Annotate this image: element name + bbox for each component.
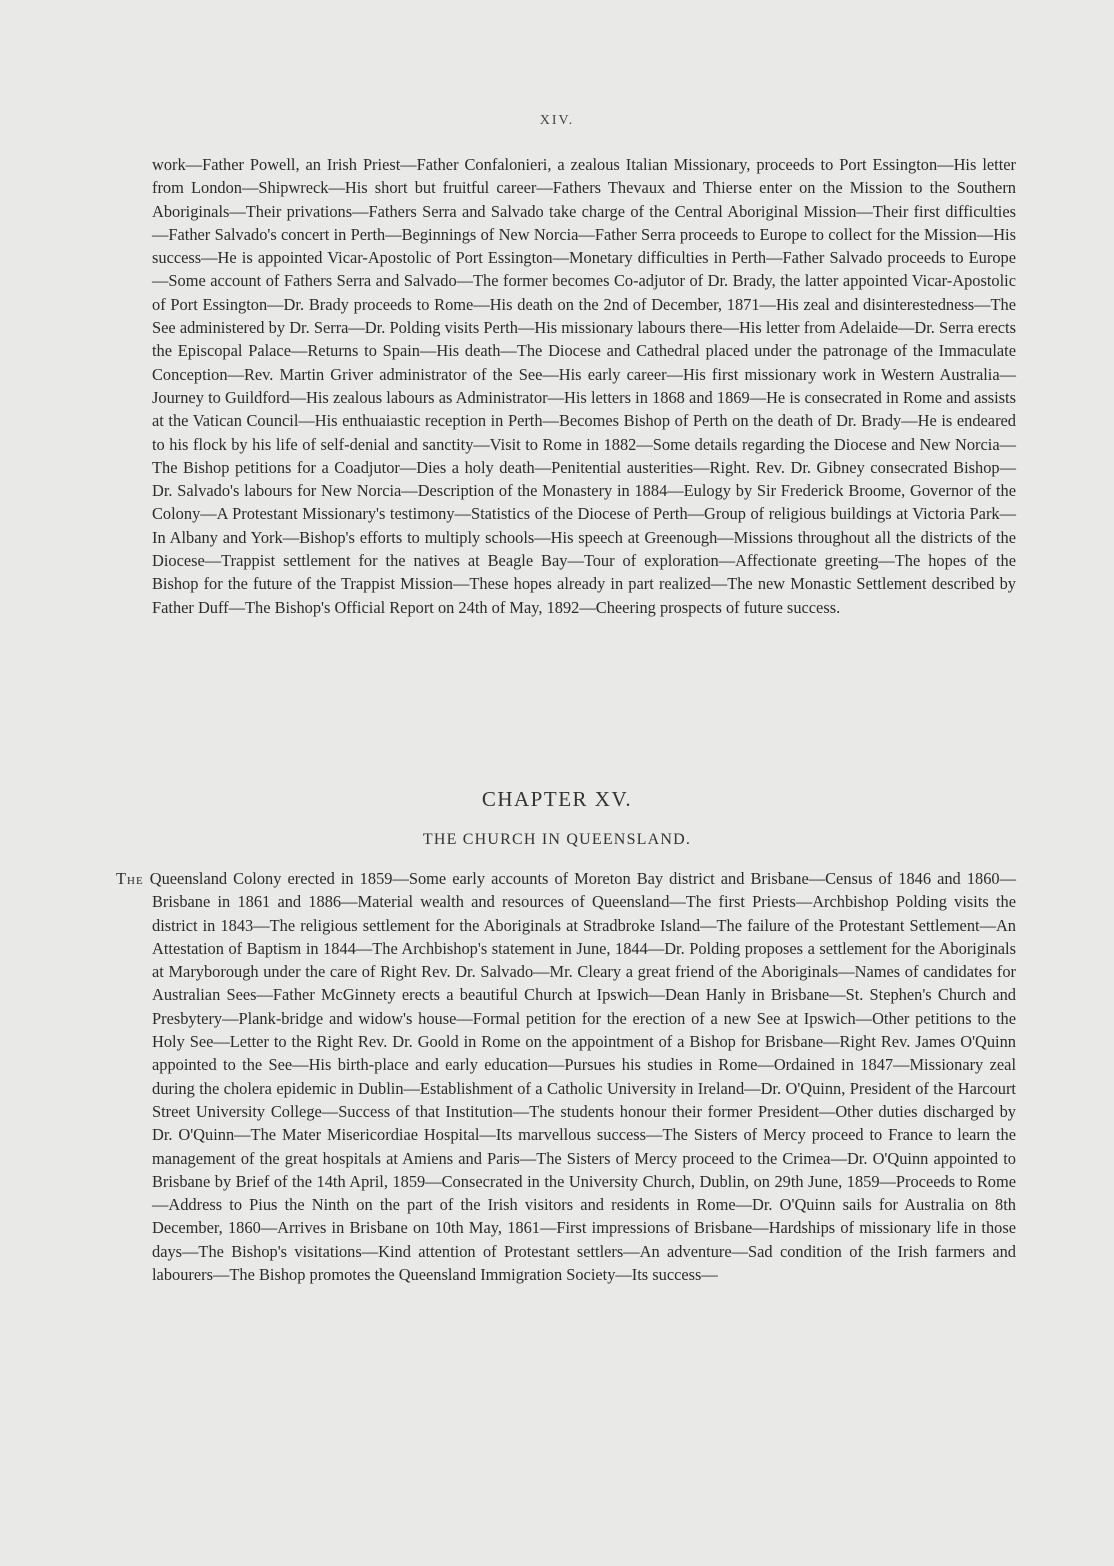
chapter-summary-lead-word: The bbox=[116, 869, 144, 888]
chapter-subtitle: THE CHURCH IN QUEENSLAND. bbox=[422, 831, 692, 848]
page-number: XIV. bbox=[539, 113, 575, 128]
previous-chapter-summary: work—Father Powell, an Irish Priest—Father Confalonieri, a zealous Italian Missionary, proceeds to Port Essington—His letter from London—Shipwreck—His short but fruitful career—Fathers Thevaux and Thierse enter on the Mission to the Southern Aboriginals—Their privations—Fathers Serra and Salvado take charge of the Central Aboriginal Mission—Their first difficulties—Father Salvado's concert in Perth—Beginnings of New Norcia—Father Serra proceeds to Europe to collect for the Mission—His success—He is appointed Vicar-Apostolic of Port Essington—Monetary difficulties in Perth—Father Salvado proceeds to Europe—Some account of Fathers Serra and Salvado—The former becomes Co-adjutor of Dr. Brady, the latter appointed Vicar-Apostolic of Port Essington—Dr. Brady proceeds to Rome—His death on the 2nd of December, 1871—His zeal and disinterestedness—The See administered by Dr. Serra—Dr. Polding visits Perth—His missionary labours there—His letter from Adelaide—Dr. Serra erects the Episcopal Palace—Returns to Spain—His death—The Diocese and Cathedral placed under the patronage of the Immaculate Conception—Rev. Martin Griver administrator of the See—His early career—His first missionary work in Western Australia—Journey to Guildford—His zealous labours as Administrator—His letters in 1868 and 1869—He is consecrated in Rome and assists at the Vatican Council—His enthuaiastic reception in Perth—Becomes Bishop of Perth on the death of Dr. Brady—He is endeared to his flock by his life of self-denial and sanctity—Visit to Rome in 1882—Some details regarding the Diocese and New Norcia—The Bishop petitions for a Coadjutor—Dies a holy death—Penitential austerities—Right. Rev. Dr. Gibney consecrated Bishop—Dr. Salvado's labours for New Norcia—Description of the Monastery in 1884—Eulogy by Sir Frederick Broome, Governor of the Colony—A Protestant Missionary's testimony—Statistics of the Diocese of Perth—Group of religious buildings at Victoria Park—In Albany and York—Bishop's efforts to multiply schools—His speech at Greenough—Missions throughout all the districts of the Diocese—Trappist settlement for the natives at Beagle Bay—Tour of exploration—Affectionate greeting—The hopes of the Bishop for the future of the Trappist Mission—These hopes already in part realized—The new Monastic Settlement described by Father Duff—The Bishop's Official Report on 24th of May, 1892—Cheering prospects of future success. bbox=[152, 155, 1016, 617]
chapter-summary-text: Queensland Colony erected in 1859—Some early accounts of Moreton Bay district and Brisbane—Census of 1846 and 1860—Brisbane in 1861 and 1886—Material wealth and resources of Queensland—The first Priests—Archbishop Polding visits the district in 1843—The religious settlement for the Aboriginals at Stradbroke Island—The failure of the Protestant Settlement—An Attestation of Baptism in 1844—The Archbishop's statement in June, 1844—Dr. Polding proposes a settlement for the Aboriginals at Maryborough under the care of Right Rev. Dr. Salvado—Mr. Cleary a great friend of the Aboriginals—Names of candidates for Australian Sees—Father McGinnety erects a beautiful Church at Ipswich—Dean Hanly in Brisbane—St. Stephen's Church and Presbytery—Plank-bridge and widow's house—Formal petition for the erection of a new See at Ipswich—Other petitions to the Holy See—Letter to the Right Rev. Dr. Goold in Rome on the appointment of a Bishop for Brisbane—Right Rev. James O'Quinn appointed to the See—His birth-place and early education—Pursues his studies in Rome—Ordained in 1847—Missionary zeal during the cholera epidemic in Dublin—Establishment of a Catholic University in Ireland—Dr. O'Quinn, President of the Harcourt Street University College—Success of that Institution—The students honour their former President—Other duties discharged by Dr. O'Quinn—The Mater Misericordiae Hospital—Its marvellous success—The Sisters of Mercy proceed to France to learn the management of the great hospitals at Amiens and Paris—The Sisters of Mercy proceed to the Crimea—Dr. O'Quinn appointed to Brisbane by Brief of the 14th April, 1859—Consecrated in the University Church, Dublin, on 29th June, 1859—Proceeds to Rome—Address to Pius the Ninth on the part of the Irish visitors and residents in Rome—Dr. O'Quinn sails for Australia on 8th December, 1860—Arrives in Brisbane on 10th May, 1861—First impressions of Brisbane—Hardships of missionary life in those days—The Bishop's visitations—Kind attention of Protestant settlers—An adventure—Sad condition of the Irish farmers and labourers—The Bishop promotes the Queensland Immigration Society—Its success— bbox=[143, 869, 1016, 1285]
chapter-heading: CHAPTER XV. bbox=[481, 787, 633, 811]
chapter-summary bbox=[116, 867, 1016, 1286]
